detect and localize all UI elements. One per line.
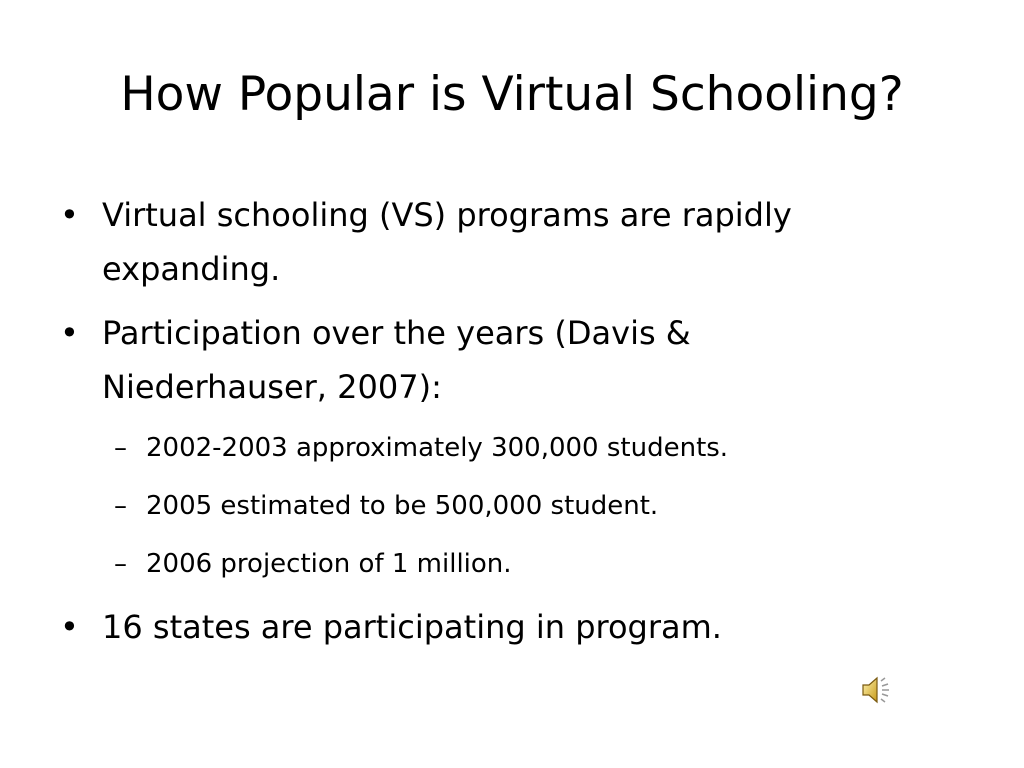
bullet-text-line: Niederhauser, 2007): <box>102 368 442 406</box>
bullet-text <box>102 188 902 296</box>
subbullet-text: 2006 projection of 1 million. <box>146 549 512 579</box>
speaker-svg <box>858 672 894 708</box>
bullet-text <box>102 600 902 654</box>
bullet-marker: • <box>60 196 79 234</box>
slide-title: How Popular is Virtual Schooling? <box>120 67 904 122</box>
subbullet-marker: – <box>114 549 127 579</box>
bullet-marker: • <box>60 314 79 352</box>
bullet-marker: • <box>60 608 79 646</box>
bullet-text-line: Participation over the years (Davis & <box>102 314 691 352</box>
subbullet-marker: – <box>114 491 127 521</box>
bullet-text <box>102 306 902 414</box>
subbullet-marker: – <box>114 433 127 463</box>
speaker-sound-icon[interactable] <box>858 672 894 708</box>
bullet-text-line: expanding. <box>102 250 281 288</box>
bullet-text-line: 16 states are participating in program. <box>102 608 722 646</box>
subbullet-text: 2002-2003 approximately 300,000 students. <box>146 433 729 463</box>
bullet-text-line: Virtual schooling (VS) programs are rapidly <box>102 196 792 234</box>
subbullet-text: 2005 estimated to be 500,000 student. <box>146 491 659 521</box>
